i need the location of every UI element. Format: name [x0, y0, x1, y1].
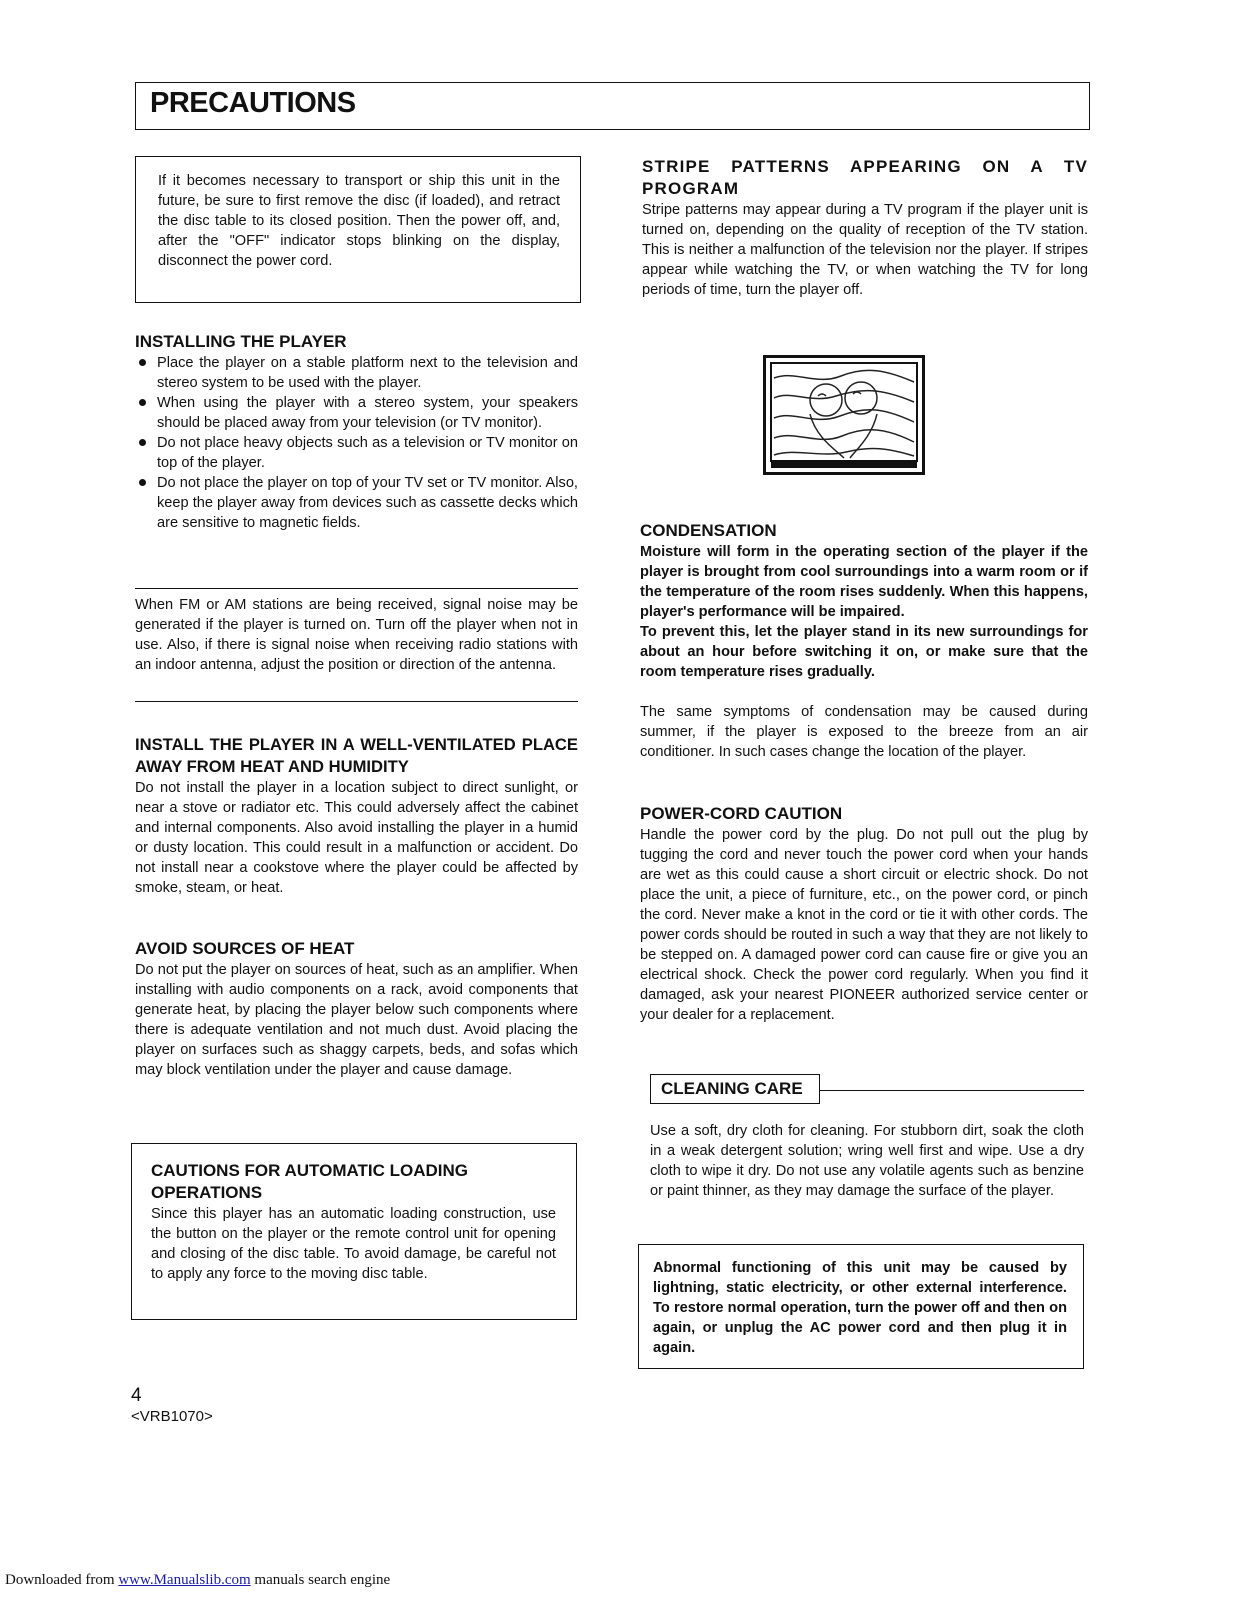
- auto-loading-text: Since this player has an automatic loading construction, use the button on the player or the remote control unit for opening and closing of the disc table. To avoid damage, be careful not to apply any force to the moving disc table.: [151, 1206, 556, 1282]
- condensation-heading: CONDENSATION: [640, 521, 777, 540]
- footer-suffix: manuals search engine: [250, 1572, 391, 1588]
- installing-list: [135, 353, 578, 533]
- title-box: [135, 82, 1090, 130]
- abnormal-text: Abnormal functioning of this unit may be caused by lightning, static electricity, or other external interference. To restore normal operation, turn the power off and then on again, or unplug the AC power cord and then plug it in again.: [653, 1260, 1067, 1356]
- cleaning-heading-box: [650, 1074, 820, 1104]
- transport-notice-text: If it becomes necessary to transport or ship this unit in the future, be sure to first remove the disc (if loaded), and retract the disc table to its closed position. Then the power off, and, after the "OFF" indicator stops blinking on the display, disconnect the power cord.: [158, 173, 560, 269]
- ventilation-section: [135, 734, 578, 898]
- condensation-text: The same symptoms of condensation may be caused during summer, if the player is exposed to the breeze from an air conditioner. In such cases change the location of the player.: [640, 704, 1088, 760]
- radio-notice-text: When FM or AM stations are being received, signal noise may be generated if the player is turned on. Turn off the player when not in use. Also, if there is signal noise when receiving radio stations with an indoor antenna, adjust the position or direction of the antenna.: [135, 597, 578, 673]
- ventilation-text: Do not install the player in a location subject to direct sunlight, or near a stove or radiator etc. This could adversely affect the cabinet and internal components. Also avoid installing the player in a humid or dusty location. This could result in a malfunction or accident. Do not install near a cookstove where the player could be affected by smoke, steam, or heat.: [135, 780, 578, 896]
- bullet-icon: [139, 479, 146, 486]
- page-title: PRECAUTIONS: [150, 87, 356, 119]
- condensation-warning-2: To prevent this, let the player stand in its new surroundings for about an hour before switching it on, or make sure that the room temperature rises gradually.: [640, 624, 1088, 680]
- footer-prefix: Downloaded from: [5, 1572, 119, 1588]
- cleaning-heading: CLEANING CARE: [661, 1079, 803, 1098]
- cleaning-rule: [820, 1090, 1084, 1091]
- cleaning-section: [650, 1121, 1084, 1201]
- condensation-section: [640, 520, 1088, 762]
- stripe-heading: STRIPE PATTERNS APPEARING ON A TV PROGRAM: [642, 157, 1088, 198]
- download-footer: [5, 1572, 390, 1589]
- auto-loading-heading: CAUTIONS FOR AUTOMATIC LOADING OPERATIONS: [151, 1161, 468, 1202]
- transport-notice-box: [135, 156, 581, 303]
- bullet-icon: [139, 439, 146, 446]
- ventilation-heading: INSTALL THE PLAYER IN A WELL-VENTILATED PLACE AWAY FROM HEAT AND HUMIDITY: [135, 735, 578, 776]
- bullet-icon: [139, 359, 146, 366]
- list-item: Place the player on a stable platform next to the television and stereo system to be used with the player.: [135, 353, 578, 393]
- auto-loading-box: [131, 1143, 577, 1320]
- stripe-section: [642, 156, 1088, 300]
- tv-icon: [766, 358, 922, 472]
- installing-section: [135, 331, 578, 533]
- power-cord-section: [640, 803, 1088, 1025]
- radio-rule-bottom: [135, 701, 578, 702]
- list-item: Do not place the player on top of your TV set or TV monitor. Also, keep the player away from devices such as cassette decks which are sensitive to magnetic fields.: [135, 473, 578, 533]
- heat-text: Do not put the player on sources of heat, such as an amplifier. When installing with audio components on a rack, avoid components that generate heat, by placing the player below such components where there is adequate ventilation and not much dust. Avoid placing the player on surfaces such as shaggy carpets, beds, and sofas which may block ventilation under the player and cause damage.: [135, 962, 578, 1078]
- installing-heading: INSTALLING THE PLAYER: [135, 332, 347, 351]
- stripe-text: Stripe patterns may appear during a TV program if the player unit is turned on, depending on the quality of reception of the TV station. This is neither a malfunction of the television nor the player. If stripes appear while watching the TV, or when watching the TV for long periods of time, turn the player off.: [642, 202, 1088, 298]
- list-item: When using the player with a stereo system, your speakers should be placed away from your television (or TV monitor).: [135, 393, 578, 433]
- condensation-warning-1: Moisture will form in the operating section of the player if the player is brought from cool surroundings into a warm room or if the temperature of the room rises suddenly. When this happens, player's performance will be impaired.: [640, 544, 1088, 620]
- power-cord-text: Handle the power cord by the plug. Do not pull out the plug by tugging the cord and never touch the power cord when your hands are wet as this could cause a short circuit or electric shock. Do not place the unit, a piece of furniture, etc., on the power cord, or pinch the cord. Never make a knot in the cord or tie it with other cords. The power cords should be routed in such a way that they are not likely to be stepped on. A damaged power cord can cause fire or give you an electrical shock. Check the power cord regularly. When you find it damaged, ask your nearest PIONEER authorized service center or your dealer for a replacement.: [640, 827, 1088, 1023]
- cleaning-text: Use a soft, dry cloth for cleaning. For stubborn dirt, soak the cloth in a weak detergent solution; wring well first and wipe. Use a dry cloth to wipe it dry. Do not use any volatile agents such as benzine or paint thinner, as they may damage the surface of the player.: [650, 1123, 1084, 1199]
- radio-rule-top: [135, 588, 578, 589]
- tv-stripes-illustration: [763, 355, 925, 475]
- heat-heading: AVOID SOURCES OF HEAT: [135, 939, 355, 958]
- list-item: Do not place heavy objects such as a television or TV monitor on top of the player.: [135, 433, 578, 473]
- abnormal-box: [638, 1244, 1084, 1369]
- page-code: <VRB1070>: [131, 1408, 213, 1425]
- heat-section: [135, 938, 578, 1080]
- radio-notice: [135, 595, 578, 675]
- bullet-icon: [139, 399, 146, 406]
- manualslib-link[interactable]: www.Manualslib.com: [118, 1572, 251, 1588]
- page-number: 4: [131, 1385, 142, 1406]
- power-cord-heading: POWER-CORD CAUTION: [640, 804, 843, 823]
